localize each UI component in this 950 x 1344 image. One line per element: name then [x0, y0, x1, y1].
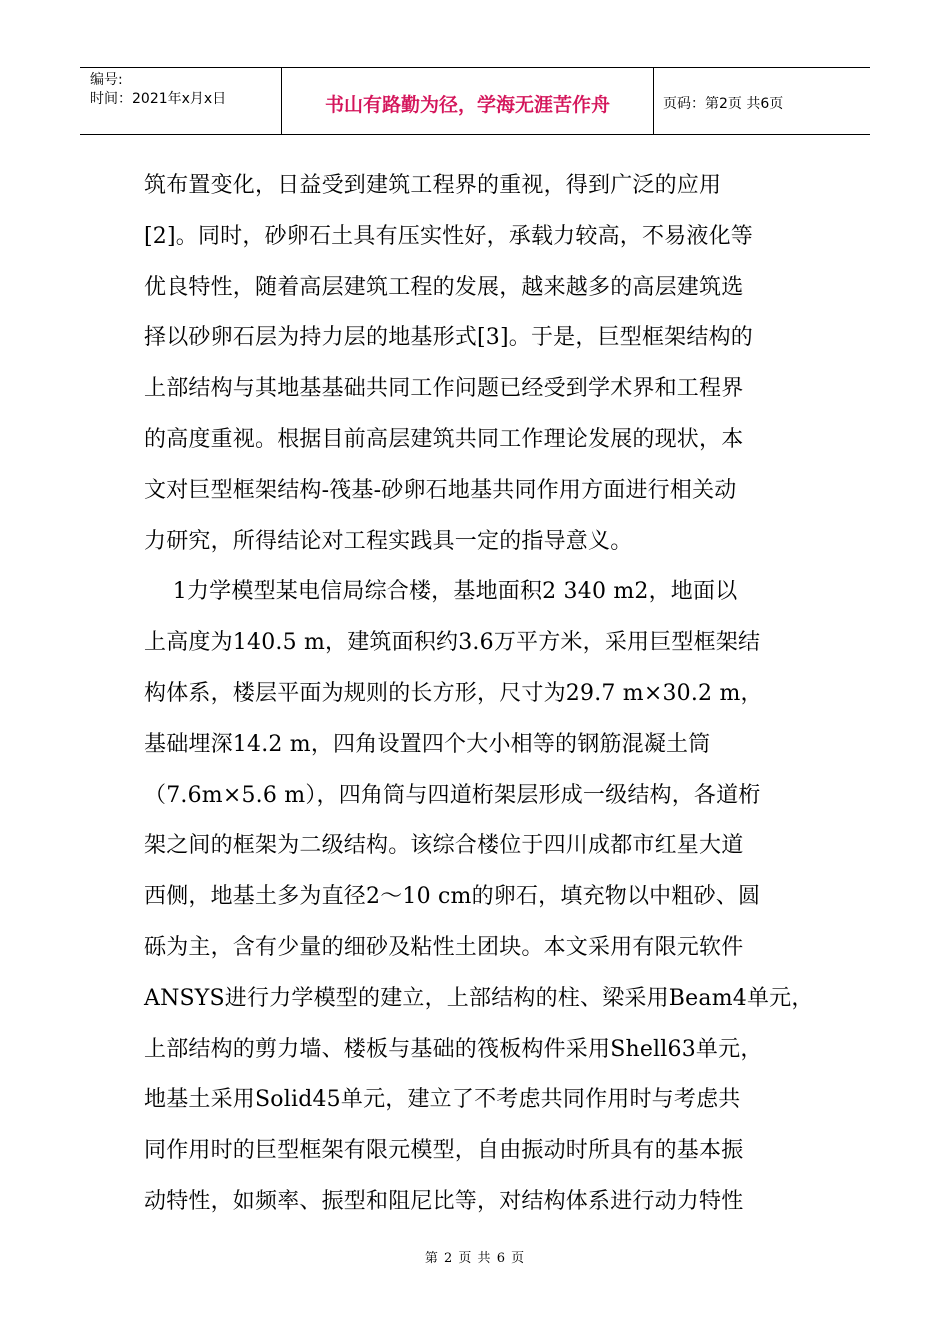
text-line: 优良特性，随着高层建筑工程的发展，越来越多的高层建筑选 — [144, 274, 744, 300]
text-line: 的高度重视。根据目前高层建筑共同工作理论发展的现状，本 — [144, 426, 744, 452]
text-line: 地基土采用Solid45单元，建立了不考虑共同作用时与考虑共 — [144, 1087, 741, 1113]
text-line: 1力学模型某电信局综合楼，基地面积2 340 m2，地面以 — [144, 579, 738, 605]
header-meta — [80, 68, 282, 134]
text-line: 上部结构与其地基基础共同工作问题已经受到学术界和工程界 — [144, 376, 744, 402]
text-line: 择以砂卵石层为持力层的地基形式[3]。于是，巨型框架结构的 — [144, 325, 753, 351]
text-line: 砾为主，含有少量的细砂及粘性土团块。本文采用有限元软件 — [144, 934, 744, 960]
text-line: 架之间的框架为二级结构。该综合楼位于四川成都市红星大道 — [144, 833, 744, 859]
text-line: （7.6m×5.6 m），四角筒与四道桁架层形成一级结构，各道桁 — [144, 782, 761, 808]
header-page-info: 页码：第2页 共6页 — [663, 96, 784, 112]
page-footer: 第 2 页 共 6 页 — [424, 1251, 526, 1266]
text-line: 上部结构的剪力墙、楼板与基础的筏板构件采用Shell63单元， — [144, 1036, 763, 1062]
document-time: 时间：2021年x月x日 — [90, 91, 227, 107]
text-line: 基础埋深14.2 m，四角设置四个大小相等的钢筋混凝土筒 — [144, 731, 711, 757]
document-number-label: 编号: — [90, 72, 123, 88]
text-line: 上高度为140.5 m，建筑面积约3.6万平方米，采用巨型框架结 — [144, 630, 761, 656]
text-line: 动特性，如频率、振型和阻尼比等，对结构体系进行动力特性 — [144, 1188, 744, 1214]
text-line: 文对巨型框架结构-筏基-砂卵石地基共同作用方面进行相关动 — [144, 477, 737, 503]
text-line: 构体系，楼层平面为规则的长方形，尺寸为29.7 m×30.2 m， — [144, 680, 763, 706]
header-motto: 书山有路勤为径，学海无涯苦作舟 — [282, 68, 654, 134]
text-line: 筑布置变化，日益受到建筑工程界的重视，得到广泛的应用 — [144, 173, 722, 198]
text-line: ANSYS进行力学模型的建立，上部结构的柱、梁采用Beam4单元， — [144, 985, 814, 1011]
body-text — [144, 161, 834, 1228]
text-line: 力研究，所得结论对工程实践具一定的指导意义。 — [144, 528, 633, 554]
text-line: 西侧，地基土多为直径2～10 cm的卵石，填充物以中粗砂、圆 — [144, 884, 761, 910]
page-header — [80, 67, 870, 135]
text-line: 同作用时的巨型框架有限元模型，自由振动时所具有的基本振 — [144, 1138, 744, 1164]
text-line: [2]。同时，砂卵石土具有压实性好，承载力较高，不易液化等 — [144, 223, 753, 249]
